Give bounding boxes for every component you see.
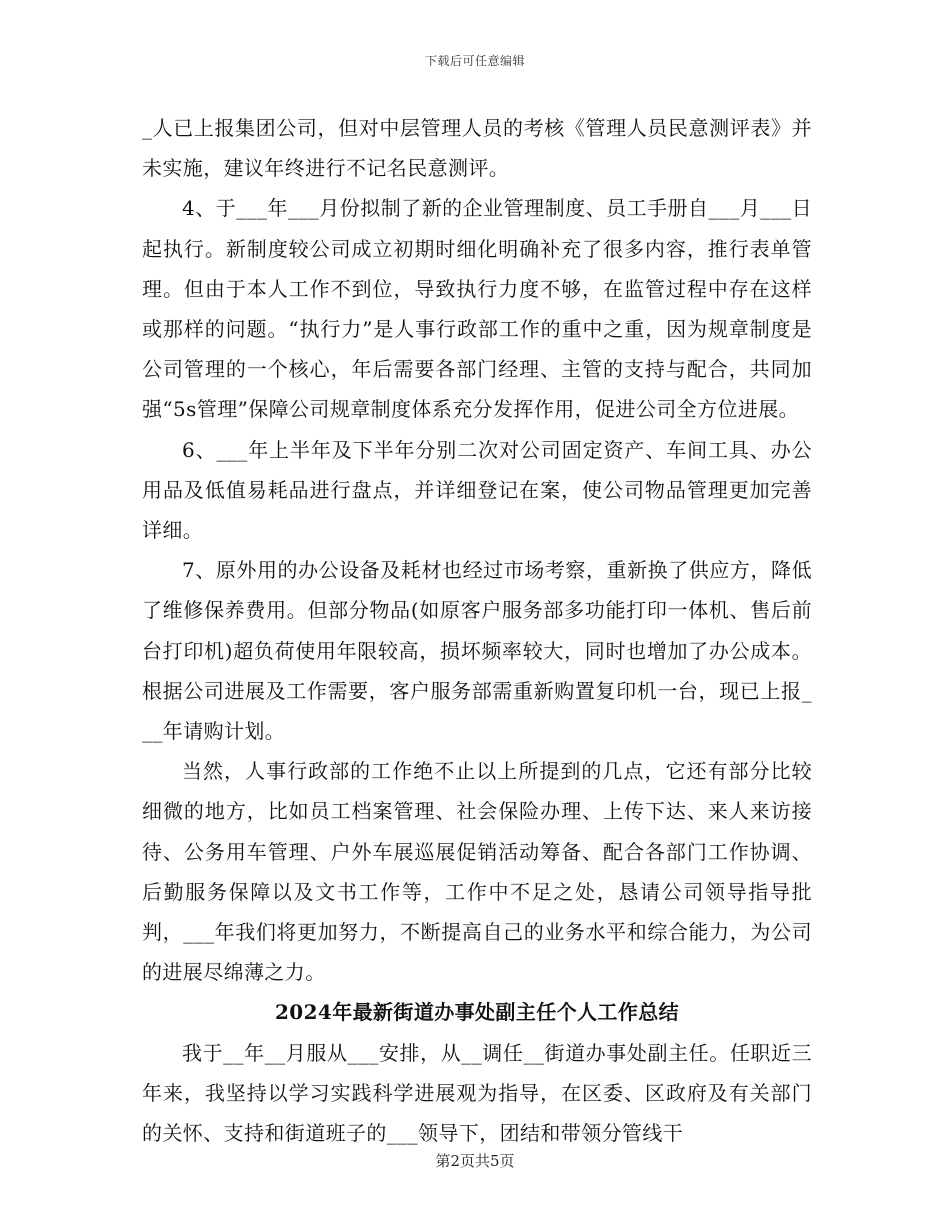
document-body bbox=[142, 108, 812, 1153]
paragraph-item-4: 4、于___年___月份拟制了新的企业管理制度、员工手册自___月___日起执行。新制度较公司成立初期时细化明确补充了很多内容，推行表单管理。但由于本人工作不到位，导致执行力度不够，在监管过程中存在这样或那样的问题。“执行力”是人事行政部工作的重中之重，因为规章制度是公司管理的一个核心，年后需要各部门经理、主管的支持与配合，共同加强“5s管理”保障公司规章制度体系充分发挥作用，促进公司全方位进展。 bbox=[142, 196, 812, 422]
paragraph-conclusion: 当然，人事行政部的工作绝不止以上所提到的几点，它还有部分比较细微的地方，比如员工档案管理、社会保险办理、上传下达、来人来访接待、公务用车管理、户外车展巡展促销活动筹备、配合各部门工作协调、后勤服务保障以及文书工作等，工作中不足之处，恳请公司领导指导批判，___年我们将更加努力，不断提高自己的业务水平和综合能力，为公司的进展尽绵薄之力。 bbox=[142, 759, 812, 985]
section-title: 2024年最新街道办事处副主任个人工作总结 bbox=[274, 1000, 680, 1025]
page-footer: 第2页共5页 bbox=[435, 1152, 515, 1170]
section-paragraph-intro: 我于__年__月服从___安排，从__调任__街道办事处副主任。任职近三年来，我坚持以学习实践科学进展观为指导，在区委、区政府及有关部门的关怀、支持和街道班子的___领导下，团结和带领分管线干 bbox=[142, 1040, 812, 1146]
paragraph-item-6: 6、___年上半年及下半年分别二次对公司固定资产、车间工具、办公用品及低值易耗品进行盘点，并详细登记在案，使公司物品管理更加完善详细。 bbox=[142, 437, 812, 543]
paragraph-continued: _人已上报集团公司，但对中层管理人员的考核《管理人员民意测评表》并未实施，建议年终进行不记名民意测评。 bbox=[142, 116, 812, 181]
paragraph-item-7: 7、原外用的办公设备及耗材也经过市场考察，重新换了供应方，降低了维修保养费用。但部分物品(如原客户服务部多功能打印一体机、售后前台打印机)超负荷使用年限较高，损坏频率较大，同时也增加了办公成本。根据公司进展及工作需要，客户服务部需重新购置复印机一台，现已上报___年请购计划。 bbox=[142, 558, 812, 744]
page-header: 下载后可任意编辑 bbox=[424, 54, 525, 68]
